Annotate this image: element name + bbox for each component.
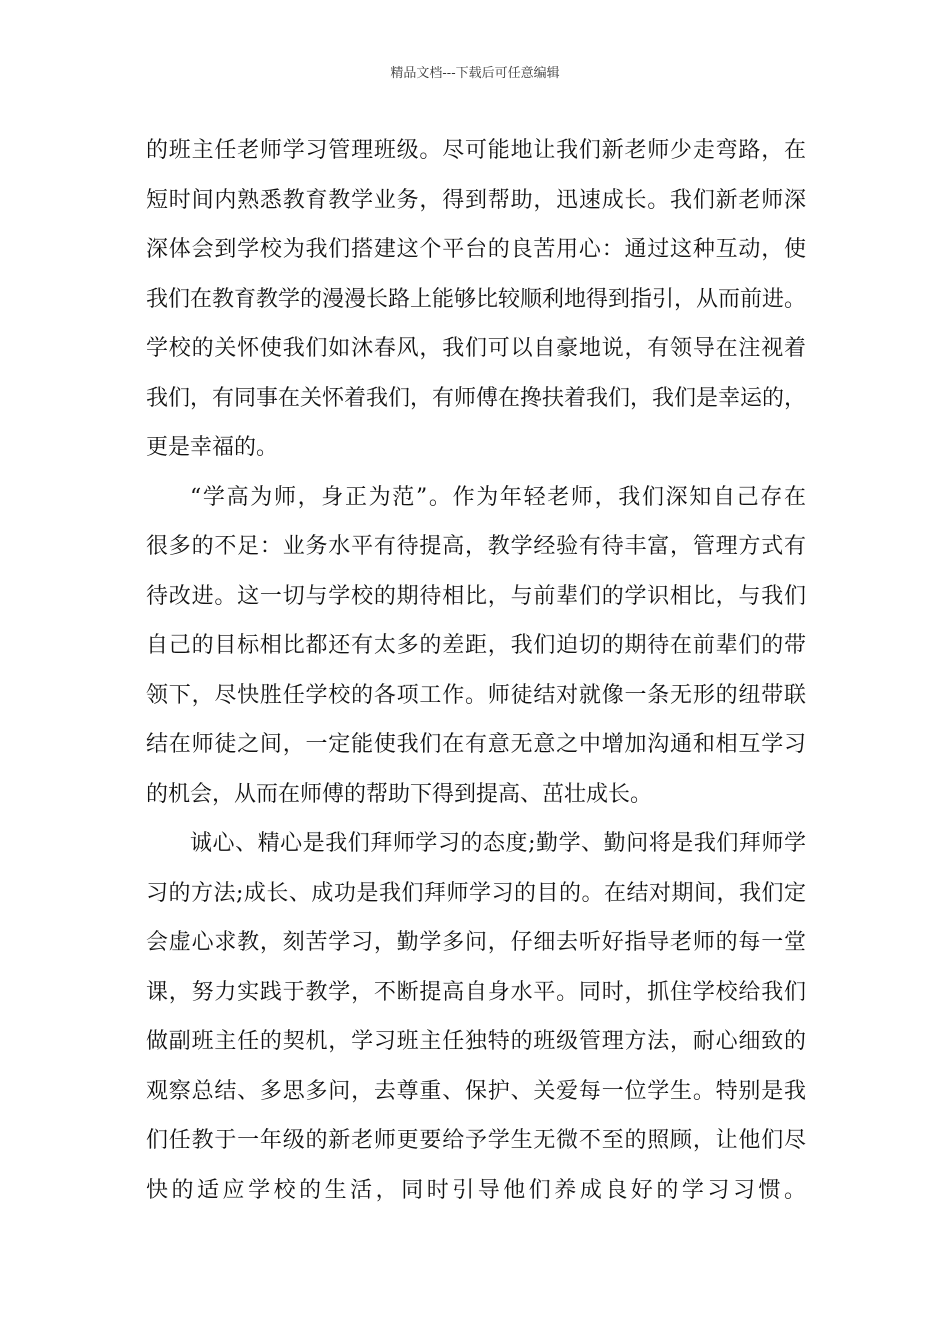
page-header: 精品文档---下载后可任意编辑	[390, 66, 560, 81]
text-line: 习的方法;成长、成功是我们拜师学习的目的。在结对期间，我们定	[146, 880, 806, 906]
text-line: 快的适应学校的生活，同时引导他们养成良好的学习习惯。	[146, 1177, 806, 1203]
text-line: 学校的关怀使我们如沐春风，我们可以自豪地说，有领导在注视着	[146, 336, 806, 361]
text-line: 更是幸福的。	[146, 435, 279, 460]
text-line: 短时间内熟悉教育教学业务，得到帮助，迅速成长。我们新老师深	[146, 187, 806, 213]
text-line: 的机会，从而在师傅的帮助下得到提高、茁壮成长。	[146, 781, 653, 807]
text-line: 深体会到学校为我们搭建这个平台的良苦用心：通过这种互动，使	[146, 237, 806, 262]
text-line: 自己的目标相比都还有太多的差距，我们迫切的期待在前辈们的带	[146, 633, 806, 658]
text-line: 课，努力实践于教学，不断提高自身水平。同时，抓住学校给我们	[146, 979, 806, 1005]
document-body	[146, 126, 806, 1215]
text-line: “学高为师，身正为范”。作为年轻老师，我们深知自己存在	[190, 484, 806, 510]
text-line: 我们在教育教学的漫漫长路上能够比较顺利地得到指引，从而前进。	[146, 286, 807, 312]
paragraph	[146, 126, 806, 473]
text-line: 我们，有同事在关怀着我们，有师傅在搀扶着我们，我们是幸运的，	[146, 385, 807, 411]
text-line: 的班主任老师学习管理班级。尽可能地让我们新老师少走弯路，在	[146, 138, 806, 163]
paragraph	[146, 473, 806, 820]
text-line: 观察总结、多思多问，去尊重、保护、关爱每一位学生。特别是我	[146, 1078, 806, 1104]
paragraph	[146, 819, 806, 1215]
text-line: 领下，尽快胜任学校的各项工作。师徒结对就像一条无形的纽带联	[146, 682, 806, 708]
text-line: 待改进。这一切与学校的期待相比，与前辈们的学识相比，与我们	[146, 583, 806, 609]
text-line: 会虚心求教，刻苦学习，勤学多问，仔细去听好指导老师的每一堂	[146, 930, 806, 955]
text-line: 很多的不足：业务水平有待提高，教学经验有待丰富，管理方式有	[146, 534, 806, 559]
text-line: 诚心、精心是我们拜师学习的态度;勤学、勤问将是我们拜师学	[190, 831, 806, 856]
text-line: 结在师徒之间，一定能使我们在有意无意之中增加沟通和相互学习	[146, 732, 806, 757]
text-line: 们任教于一年级的新老师更要给予学生无微不至的照顾，让他们尽	[146, 1128, 806, 1153]
text-line: 做副班主任的契机，学习班主任独特的班级管理方法，耐心细致的	[146, 1029, 806, 1054]
